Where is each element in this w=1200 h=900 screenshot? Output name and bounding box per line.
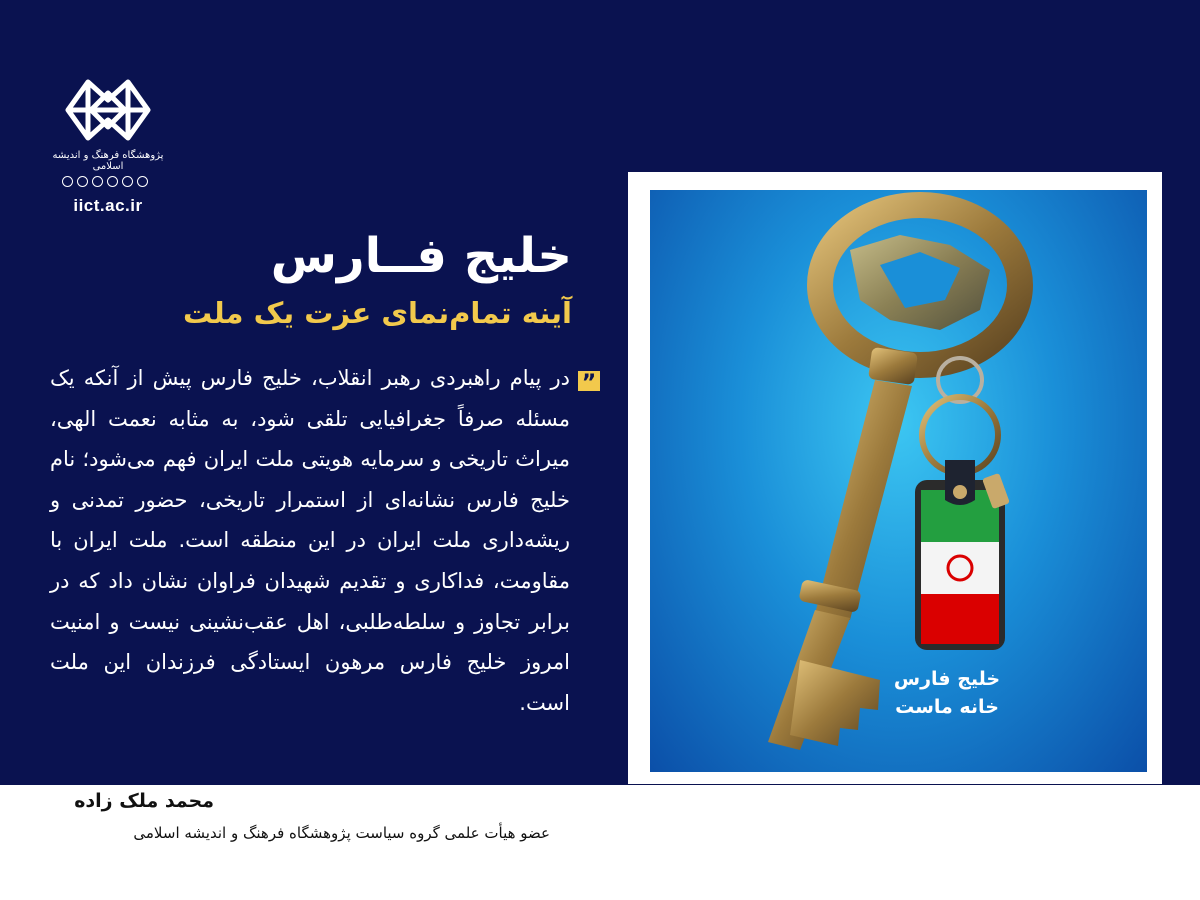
institute-name: پژوهشگاه فرهنگ و اندیشه اسلامی [52, 150, 164, 172]
aparat-icon[interactable] [137, 176, 148, 187]
author-name: محمد ملک زاده [74, 790, 214, 812]
quote-mark-icon: ” [578, 371, 600, 391]
social-icons-row [62, 176, 148, 187]
instagram-icon[interactable] [62, 176, 73, 187]
poster-image [650, 190, 1147, 772]
poster-caption [877, 665, 1017, 721]
eitaa-icon[interactable] [77, 176, 88, 187]
institute-knot-emblem-icon [58, 70, 158, 150]
article-body: در پیام راهبردی رهبر انقلاب، خلیج فارس پیش از آنکه یک مسئله صرفاً جغرافیایی تلقی شود، به مثابه نعمت الهی، میراث تاریخی و سرمایه هویتی ملت ایران فهم می‌شود؛ نام خلیج فارس نشانه‌ای از استمرار تاریخی، حضور تمدنی و ریشه‌داری ملت ایران در این منطقه است. ملت ایران با مقاومت، فداکاری و تقدیم شهیدان فراوان نشان داد که در برابر تجاوز و سلطه‌طلبی، اهل عقب‌نشینی نیست و امنیت امروز خلیج فارس مرهون ایستادگی فرزندان این ملت است. [50, 366, 570, 715]
poster-caption-line1: خلیج فارس [893, 668, 1001, 690]
poster-caption-line2: خانه ماست [895, 696, 999, 718]
article-title: خلیج فــارس [270, 228, 572, 284]
rubika-icon[interactable] [107, 176, 118, 187]
article-subtitle: آینه تمام‌نمای عزت یک ملت [183, 296, 572, 330]
telegram-icon[interactable] [122, 176, 133, 187]
website-url[interactable]: iict.ac.ir [73, 196, 143, 215]
iran-flag-keychain-icon [905, 460, 1025, 660]
author-role: عضو هیأت علمی گروه سیاست پژوهشگاه فرهنگ و اندیشه اسلامی [133, 824, 550, 842]
bale-icon[interactable] [92, 176, 103, 187]
